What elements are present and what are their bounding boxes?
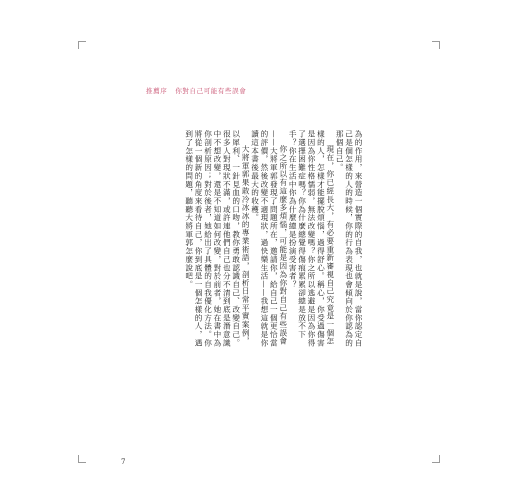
preface-label: 推薦序 <box>146 87 168 95</box>
crop-mark-top-left-v <box>78 41 79 49</box>
crop-mark-top-right-v <box>439 41 440 49</box>
crop-mark-bottom-left-h <box>78 462 86 463</box>
crop-mark-top-left-h <box>78 41 86 42</box>
paragraph: 為的作用，來營造一個實際的自我，也就是說，當你認定自己是個怎樣的人的時候，你的行為表現也會傾向於你認為的那個自己。 <box>335 130 363 348</box>
paragraph: 大將軍郭果敢冷冰冰的專業術語，剖析日常平實案例，以犀利、一針見血的口吻，教你勇敢認識自己、改變自己。很多人對現狀不滿，或許連他們自己也分不清到底是潛意識中不想改變，還是不知道如何改變，對於前者，她在書中為你剖析原因；對於後者，她給出了具體的自我優化方法。你將從一個新的角度來看待自己，你到底是一個怎樣的人，遇到了怎樣的問題，聽聽大將軍郭怎麼說吧。 <box>184 130 251 348</box>
running-head <box>146 86 246 95</box>
paragraph: 現在，你已經長大，有必要重新審視自己究竟是一個怎樣的人，怎樣才能擺脫煩惱，過得舒心。稱心，你受過傷害是因為你性格懦弱，無法改變嗎？你之所以逃避是因為你得了選擇困難症嗎？你為什麼總覺得傷痕累累卻總是放不下手？你在生活中你為什麼總是扮演受害者？ <box>288 130 335 348</box>
paragraph: 你之所以有這麼多煩惱，可能是因為你對自己有些誤會——大將軍郭發現了問題所在，邀請你，給自己一個更恰當的評價，然後改變不適現狀，過快樂生活——我想這就是你讀這本書後最大的收穫。 <box>250 130 288 348</box>
chapter-title: 你對自己可能有些誤會 <box>175 87 247 95</box>
body-text <box>119 130 363 350</box>
crop-mark-bottom-left-v <box>78 455 79 463</box>
page-number: 7 <box>121 458 126 466</box>
crop-mark-bottom-right-v <box>439 455 440 463</box>
